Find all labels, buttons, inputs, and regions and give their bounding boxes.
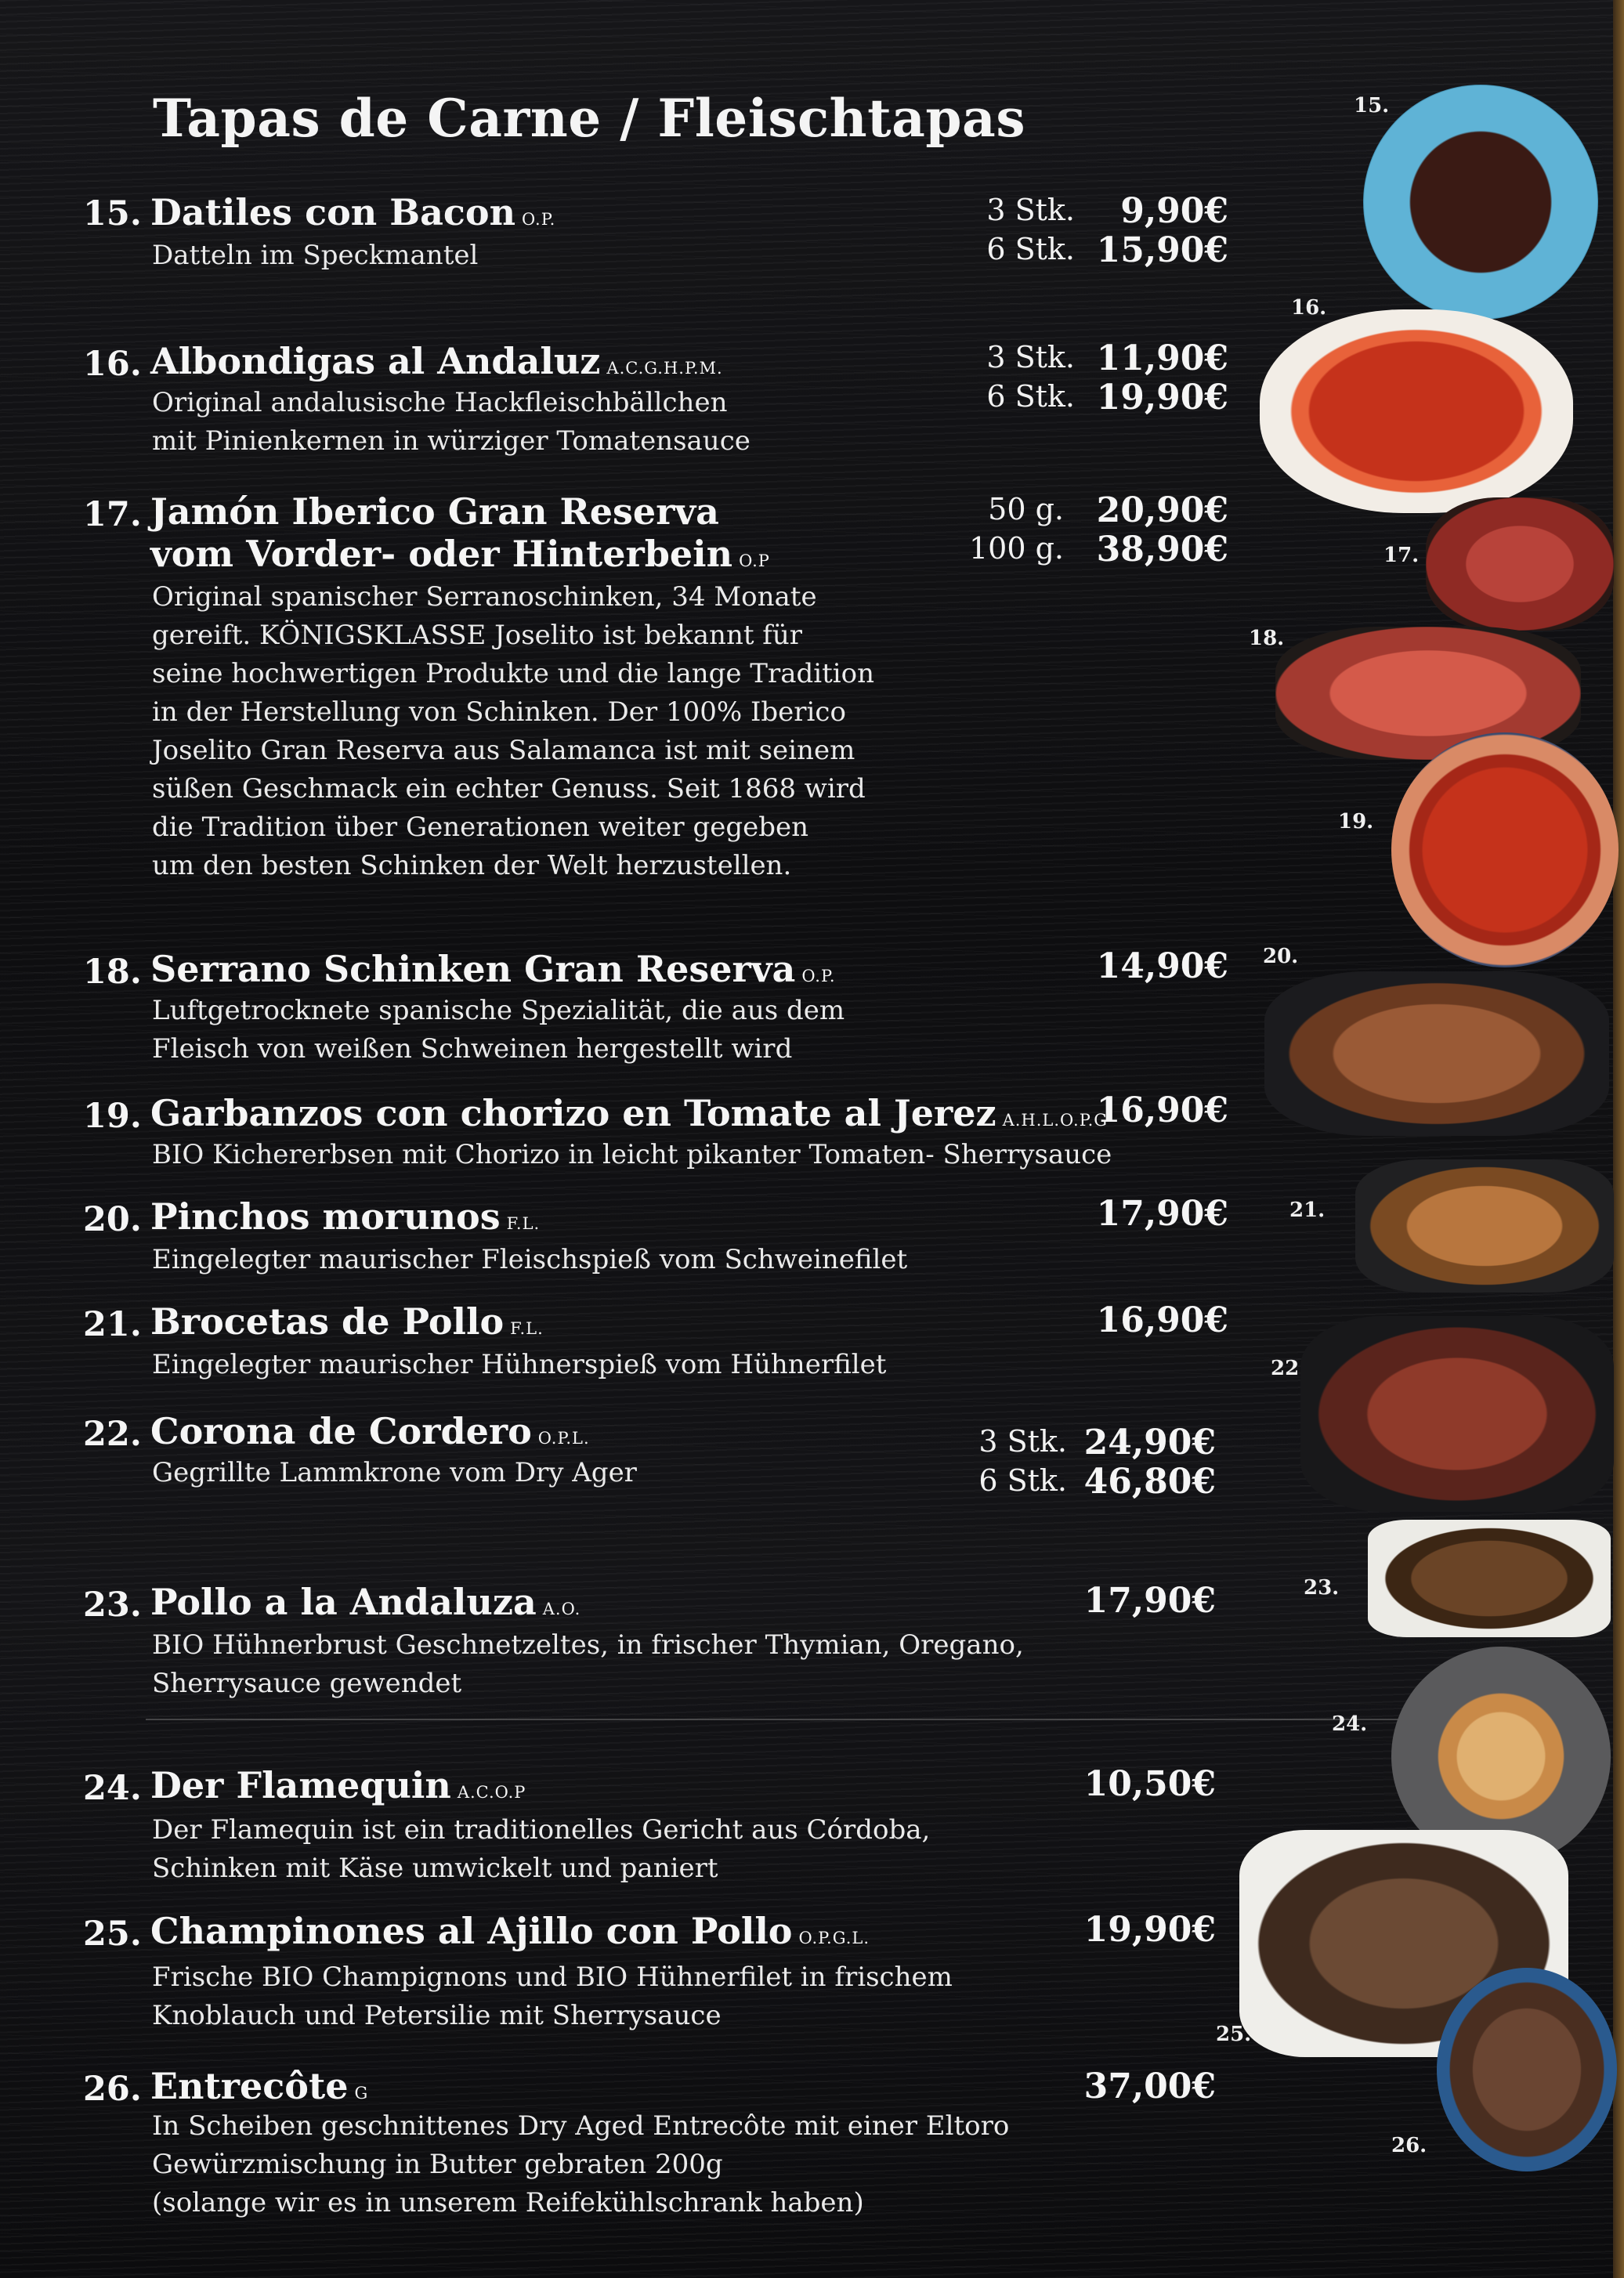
dish-photo-pinchos (1264, 971, 1609, 1136)
section-divider (146, 1719, 1415, 1720)
allergen-codes: F.L. (510, 1319, 544, 1338)
allergen-codes: G (354, 2084, 369, 2103)
photo-label: 23. (1304, 1576, 1340, 1600)
item-price: 16,90€ (1096, 1090, 1228, 1130)
page-title: Tapas de Carne / Fleischtapas (153, 88, 1025, 149)
allergen-codes: F.L. (506, 1214, 541, 1233)
dish-photo-pollo-andaluza (1368, 1520, 1611, 1637)
item-price: 15,90€ (1096, 230, 1228, 270)
item-price: 46,80€ (1083, 1462, 1216, 1502)
item-number: 16. (83, 345, 142, 384)
photo-label: 21. (1289, 1199, 1326, 1222)
item-name: Datiles con Bacon O.P. (150, 191, 556, 233)
allergen-codes: O.P.L. (537, 1429, 590, 1448)
allergen-codes: O.P. (522, 210, 556, 229)
item-name: Jamón Iberico Gran Reserva (150, 490, 719, 533)
item-name: Entrecôte G (150, 2065, 369, 2107)
item-number: 25. (83, 1915, 142, 1954)
item-description: Eingelegter maurischer Fleischspieß vom Schweinefilet (152, 1244, 908, 1275)
item-price: 9,90€ (1120, 191, 1228, 231)
item-price: 37,00€ (1083, 2066, 1216, 2106)
item-price: 19,90€ (1083, 1910, 1216, 1950)
item-description: Gegrillte Lammkrone vom Dry Ager (152, 1457, 637, 1488)
photo-label: 15. (1354, 94, 1390, 118)
item-number: 18. (83, 953, 142, 992)
photo-label: 26. (1391, 2134, 1427, 2157)
item-name: Corona de Cordero O.P.L. (150, 1410, 590, 1452)
dish-photo-garbanzos (1391, 732, 1619, 967)
dish-photo-dates-bacon (1363, 85, 1598, 320)
photo-label: 18. (1249, 627, 1285, 650)
item-number: 20. (83, 1200, 142, 1239)
item-description: In Scheiben geschnittenes Dry Aged Entrecôte mit einer Eltoro Gewürzmischung in Butter gebraten 200g (solange wir es in unserem Reifekühlschrank haben) (152, 2110, 1010, 2218)
item-description: Der Flamequin ist ein traditionelles Gericht aus Córdoba, Schinken mit Käse umwickelt und paniert (152, 1814, 931, 1884)
item-name: Brocetas de Pollo F.L. (150, 1300, 544, 1343)
photo-label: 22 (1271, 1357, 1300, 1380)
item-number: 22. (83, 1415, 142, 1454)
item-qty: 3 Stk. (986, 193, 1075, 227)
item-qty: 3 Stk. (986, 340, 1075, 374)
item-price: 17,90€ (1096, 1194, 1228, 1234)
item-description: Original andalusische Hackfleischbällchen mit Pinienkernen in würziger Tomatensauce (152, 387, 751, 457)
allergen-codes: O.P.G.L. (798, 1929, 870, 1947)
item-number: 24. (83, 1769, 142, 1808)
photo-label: 25. (1216, 2023, 1252, 2046)
item-description: Frische BIO Champignons und BIO Hühnerfilet in frischem Knoblauch und Petersilie mit Sherrysauce (152, 1962, 953, 2031)
item-name: Albondigas al Andaluz A.C.G.H.P.M. (150, 340, 723, 382)
item-price: 17,90€ (1083, 1581, 1216, 1621)
allergen-codes: A.H.L.O.P.G (1002, 1111, 1109, 1130)
item-price: 11,90€ (1096, 338, 1228, 378)
page-edge (1613, 0, 1624, 2278)
item-name: Serrano Schinken Gran Reserva O.P. (150, 948, 836, 990)
item-price: 24,90€ (1083, 1423, 1216, 1463)
item-qty: 6 Stk. (986, 379, 1075, 414)
photo-label: 16. (1291, 296, 1327, 320)
item-description: Eingelegter maurischer Hühnerspieß vom Hühnerfilet (152, 1349, 887, 1380)
allergen-codes: A.C.G.H.P.M. (606, 359, 723, 378)
item-name-line2: vom Vorder- oder Hinterbein O.P (150, 533, 770, 575)
item-qty: 6 Stk. (978, 1463, 1067, 1498)
dish-photo-meatballs (1260, 309, 1573, 513)
allergen-codes: A.C.O.P (457, 1783, 526, 1802)
item-name: Pollo a la Andaluza A.O. (150, 1581, 581, 1623)
item-number: 19. (83, 1097, 142, 1136)
allergen-codes: O.P (739, 551, 770, 570)
item-price: 19,90€ (1096, 378, 1228, 418)
item-price: 14,90€ (1096, 946, 1228, 986)
dish-photo-lamb-crown (1300, 1316, 1614, 1512)
item-description: Original spanischer Serranoschinken, 34 Monate gereift. KÖNIGSKLASSE Joselito ist bekannt für seine hochwertigen Produkte und die lange Tradition in der Herstellung von Schinken. Der 100% Iberico Joselito Gran Reserva aus Salamanca ist mit seinem süßen Geschmack ein echter Genuss. Seit 1868 wird die Tradition über Generationen weiter gegeben um den besten Schinken der Welt herzustellen. (152, 581, 875, 881)
item-name: Pinchos morunos F.L. (150, 1195, 541, 1238)
item-name: Champinones al Ajillo con Pollo O.P.G.L. (150, 1910, 870, 1952)
item-qty: 100 g. (968, 531, 1064, 566)
dish-photo-jamon (1426, 497, 1614, 631)
item-number: 26. (83, 2070, 142, 2109)
item-name: Der Flamequin A.C.O.P (150, 1764, 526, 1806)
item-qty: 3 Stk. (978, 1424, 1067, 1459)
photo-label: 19. (1338, 810, 1374, 833)
item-price: 16,90€ (1096, 1300, 1228, 1340)
item-name: Garbanzos con chorizo en Tomate al Jerez A.H.L.O.P.G (150, 1092, 1109, 1134)
allergen-codes: A.O. (542, 1600, 581, 1618)
item-description: Datteln im Speckmantel (152, 240, 479, 271)
item-price: 38,90€ (1096, 530, 1228, 570)
item-number: 17. (83, 495, 142, 534)
item-qty: 50 g. (988, 492, 1064, 526)
item-description: Luftgetrocknete spanische Spezialität, die aus dem Fleisch von weißen Schweinen hergestellt wird (152, 995, 845, 1065)
item-number: 21. (83, 1305, 142, 1344)
dish-photo-entrecote (1437, 1968, 1617, 2171)
item-number: 23. (83, 1586, 142, 1625)
allergen-codes: O.P. (801, 967, 836, 985)
item-price: 20,90€ (1096, 490, 1228, 530)
item-number: 15. (83, 194, 142, 233)
photo-label: 17. (1383, 544, 1420, 567)
item-description: BIO Hühnerbrust Geschnetzeltes, in frischer Thymian, Oregano, Sherrysauce gewendet (152, 1629, 1024, 1699)
item-description: BIO Kichererbsen mit Chorizo in leicht pikanter Tomaten- Sherrysauce (152, 1139, 1112, 1170)
item-qty: 6 Stk. (986, 232, 1075, 266)
photo-label: 20. (1263, 945, 1299, 968)
item-price: 10,50€ (1083, 1764, 1216, 1804)
dish-photo-brocetas (1355, 1159, 1614, 1293)
photo-label: 24. (1332, 1712, 1368, 1736)
